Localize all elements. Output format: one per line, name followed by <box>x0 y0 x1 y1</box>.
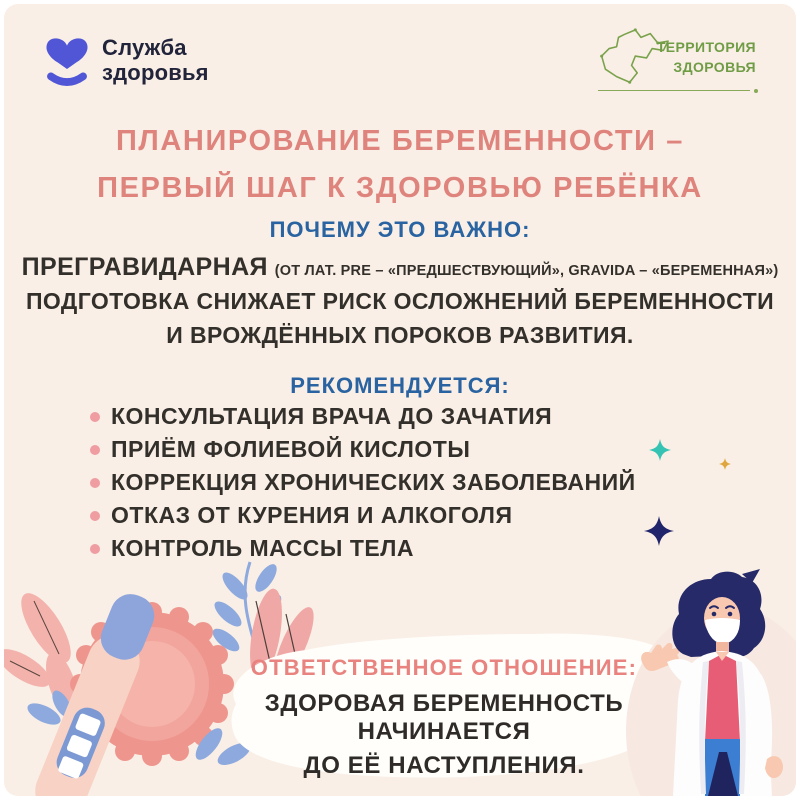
recommended-heading: РЕКОМЕНДУЕТСЯ: <box>290 373 510 398</box>
list-item-label: КОНСУЛЬТАЦИЯ ВРАЧА ДО ЗАЧАТИЯ <box>111 403 553 429</box>
title-line2: ПЕРВЫЙ ШАГ К ЗДОРОВЬЮ РЕБЁНКА <box>97 171 703 204</box>
bubble-heading: ОТВЕТСТВЕННОЕ ОТНОШЕНИЕ: <box>250 655 638 680</box>
list-item <box>90 400 636 433</box>
service-health-logo <box>44 32 209 90</box>
bullet-dot-icon <box>90 544 100 554</box>
why-line3: И ВРОЖДЁННЫХ ПОРОКОВ РАЗВИТИЯ. <box>166 321 634 348</box>
why-line1 <box>4 249 796 285</box>
heart-smile-icon <box>44 32 90 90</box>
bullet-dot-icon <box>90 478 100 488</box>
list-item <box>90 499 636 532</box>
service-logo-text <box>102 36 209 85</box>
title-line1: ПЛАНИРОВАНИЕ БЕРЕМЕННОСТИ – <box>115 125 685 157</box>
why-line2: ПОДГОТОВКА СНИЖАЕТ РИСК ОСЛОЖНЕНИЙ БЕРЕМЕННОСТИ <box>25 288 775 315</box>
doctor-illustration <box>621 556 796 796</box>
bullet-dot-icon <box>90 412 100 422</box>
why-paragraph <box>4 249 796 352</box>
doctor-body <box>673 651 772 796</box>
list-item-label: ОТКАЗ ОТ КУРЕНИЯ И АЛКОГОЛЯ <box>111 502 513 528</box>
why-heading: ПОЧЕМУ ЭТО ВАЖНО: <box>269 217 531 242</box>
bubble-line2: ДО ЕЁ НАСТУПЛЕНИЯ. <box>303 752 585 779</box>
list-item-label: КОРРЕКЦИЯ ХРОНИЧЕСКИХ ЗАБОЛЕВАНИЙ <box>111 469 636 495</box>
service-logo-line2: здоровья <box>102 60 209 85</box>
bullet-dot-icon <box>90 445 100 455</box>
territory-health-logo <box>596 28 758 88</box>
sparkle-teal-icon <box>649 439 671 461</box>
speech-bubble-text <box>242 655 646 780</box>
why-term-note: (ОТ ЛАТ. PRE – «ПРЕДШЕСТВУЮЩИЙ», GRAVIDA – «БЕРЕМЕННАЯ») <box>274 263 779 279</box>
list-item <box>90 466 636 499</box>
service-logo-line1: Служба <box>102 35 187 61</box>
territory-logo-dot <box>754 89 758 93</box>
territory-logo-line1: ТЕРРИТОРИЯ <box>656 39 756 55</box>
bullet-dot-icon <box>90 511 100 521</box>
list-item-label: КОНТРОЛЬ МАССЫ ТЕЛА <box>111 535 414 561</box>
territory-logo-text <box>657 37 756 78</box>
list-item-label: ПРИЁМ ФОЛИЕВОЙ КИСЛОТЫ <box>111 436 471 462</box>
bubble-line1: ЗДОРОВАЯ БЕРЕМЕННОСТЬ НАЧИНАЕТСЯ <box>264 690 624 745</box>
why-term: ПРЕГРАВИДАРНАЯ <box>21 253 268 281</box>
territory-logo-line2: ЗДОРОВЬЯ <box>673 59 756 76</box>
page-title <box>4 118 796 212</box>
recommended-list <box>90 400 636 565</box>
sparkle-gold-icon <box>719 458 731 470</box>
poster-canvas <box>4 4 796 796</box>
territory-logo-underline <box>598 90 750 91</box>
sparkle-navy-icon <box>644 516 674 546</box>
list-item <box>90 433 636 466</box>
